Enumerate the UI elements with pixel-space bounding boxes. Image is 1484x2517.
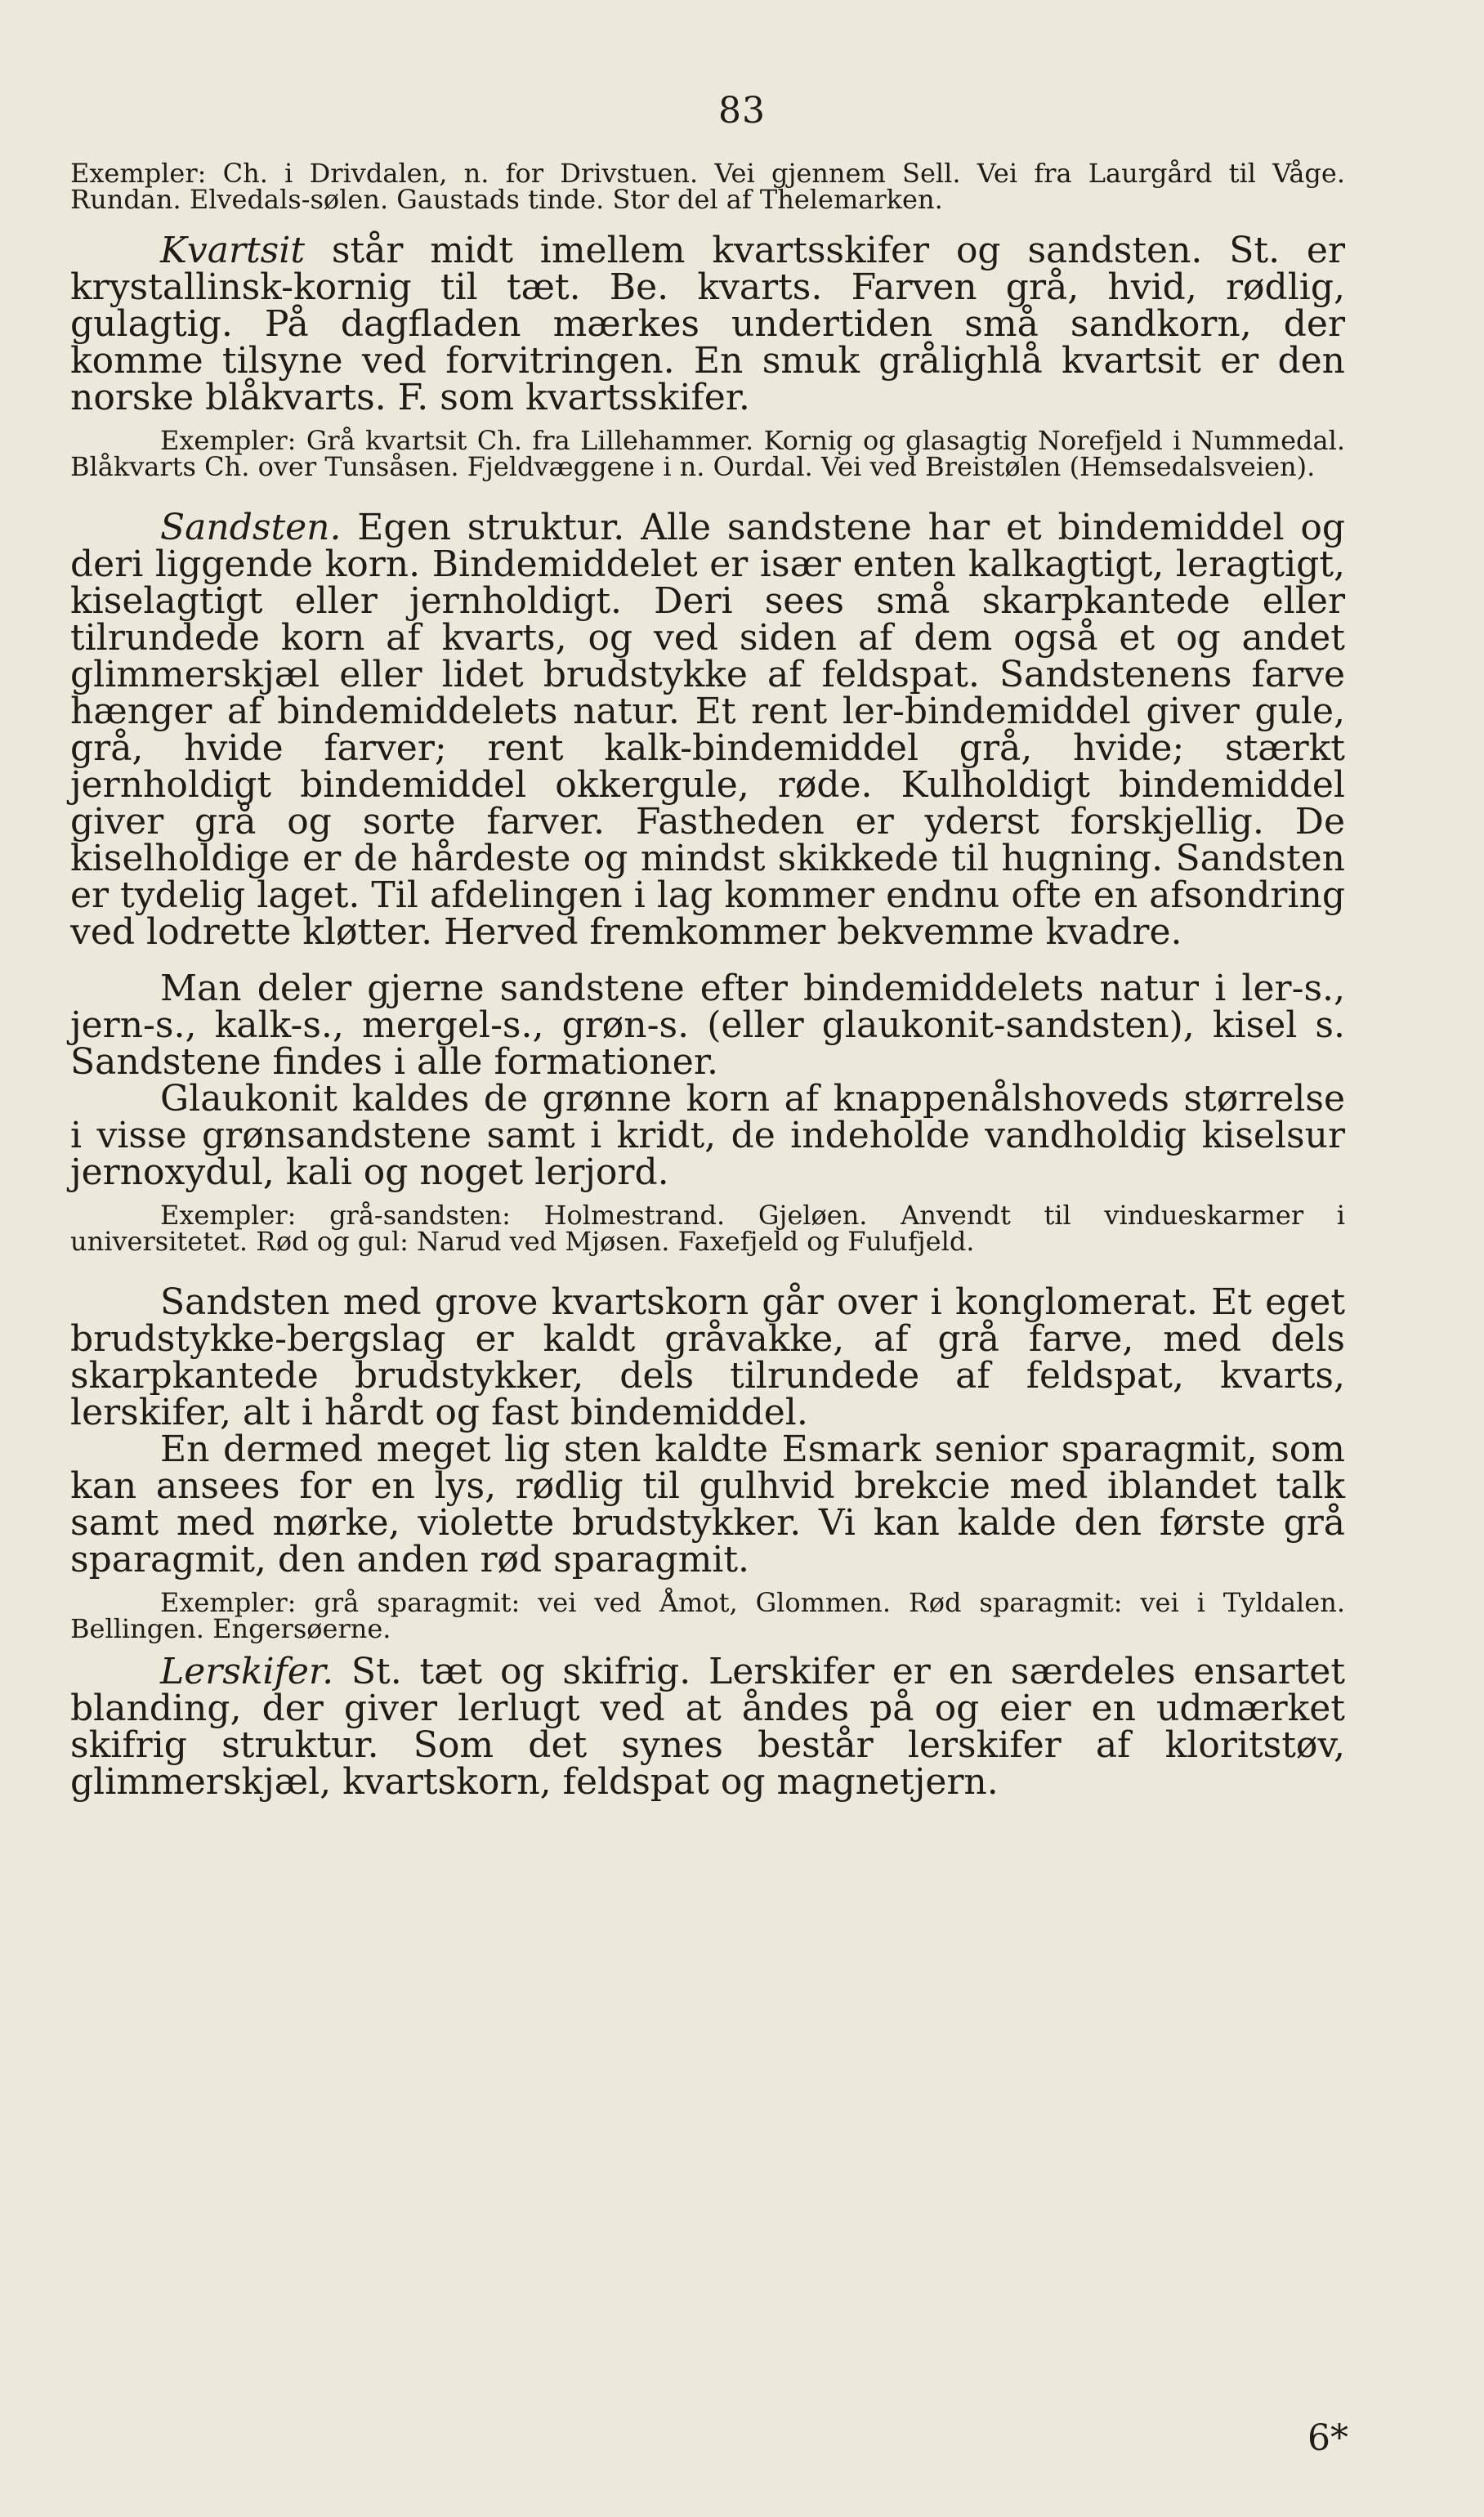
exempler-3-text: Exempler: grå-sandsten: Holmestrand. Gjeløen. Anvendt til vindueskarmer i universitetet. Rød og gul: Narud ved Mjøsen. Faxefjeld og Fulufjeld. bbox=[70, 1200, 1345, 1257]
kvartsit-text: står midt imellem kvartsskifer og sandsten. St. er krystallinsk-kornig til tæt. Be. kvarts. Farven grå, hvid, rødlig, gulagtig. På dagfladen mærkes undertiden små sandkorn, der komme tilsyne ved forvitringen. En smuk grålighlå kvartsit er den norske blåkvarts. F. som kvartsskifer. bbox=[70, 230, 1345, 418]
paragraph-kvartsit bbox=[70, 232, 1345, 416]
paragraph-exempler-4 bbox=[70, 1589, 1345, 1642]
exempler-4-text: Exempler: grå sparagmit: vei ved Åmot, Glommen. Rød sparagmit: vei i Tyldalen. Bellingen. Engersøerne. bbox=[70, 1587, 1345, 1644]
sparagmit-text: En dermed meget lig sten kaldte Esmark senior sparagmit, som kan ansees for en lys, rødlig til gulhvid brekcie med iblandet talk samt med mørke, violette brudstykker. Vi kan kalde den første grå sparagmit, den anden rød sparagmit. bbox=[70, 1428, 1345, 1580]
paragraph-sandsten bbox=[70, 507, 1345, 953]
paragraph-man-deler bbox=[70, 968, 1345, 1083]
page-number: 83 bbox=[718, 90, 766, 132]
paragraph-exempler-1 bbox=[70, 158, 1345, 215]
paragraph-exempler-3 bbox=[70, 1200, 1345, 1257]
lerskifer-text: St. tæt og skifrig. Lerskifer er en særdeles ensartet blanding, der giver lerlugt ved at åndes på og eier en udmærket skifrig struktur. Som det synes består lerskifer af kloritstøv, glimmerskjæl, kvartskorn, feldspat og magnetjern. bbox=[70, 1651, 1345, 1803]
exempler-1-text: Exempler: Ch. i Drivdalen, n. for Drivstuen. Vei gjennem Sell. Vei fra Laurgård til Våge. Rundan. Elvedals-sølen. Gaustads tinde. Stor del af Thelemarken. bbox=[70, 158, 1345, 215]
lerskifer-heading: Lerskifer. bbox=[160, 1651, 334, 1692]
paragraph-lerskifer bbox=[70, 1651, 1345, 1803]
sandsten-text: Egen struktur. Alle sandstene har et bindemiddel og deri liggende korn. Bindemiddelet er især enten kalkagtigt, leragtigt, kiselagtigt eller jernholdigt. Deri sees små skarpkantede eller tilrundede korn af kvarts, og ved siden af dem også et og andet glimmerskjæl eller lidet brudstykke af feldspat. Sandstenens farve hænger af bindemiddelets natur. Et rent ler-bindemiddel giver gule, grå, hvide farver; rent kalk-bindemiddel grå, hvide; stærkt jernholdigt bindemiddel okkergule, røde. Kulholdigt bindemiddel giver grå og sorte farver. Fastheden er yderst forskjellig. De kiselholdige er de hårdeste og mindst skikkede til hugning. Sandsten er tydelig laget. Til afdelingen i lag kommer endnu ofte en afsondring ved lodrette kløtter. Herved fremkommer bekvemme kvadre. bbox=[70, 507, 1345, 953]
paragraph-glaukonit bbox=[70, 1080, 1345, 1191]
glaukonit-text: Glaukonit kaldes de grønne korn af knappenålshoveds størrelse i visse grønsandstene samt i kridt, de indeholde vandholdig kiselsur jernoxydul, kali og noget lerjord. bbox=[70, 1078, 1345, 1193]
signature-mark: 6* bbox=[1307, 2417, 1348, 2459]
paragraph-konglomerat bbox=[70, 1281, 1345, 1433]
exempler-2-text: Exempler: Grå kvartsit Ch. fra Lillehammer. Kornig og glasagtig Norefjeld i Nummedal. Blåkvarts Ch. over Tunsåsen. Fjeldvæggene i n. Ourdal. Vei ved Breistølen (Hemsedalsveien). bbox=[70, 425, 1345, 482]
man-deler-text: Man deler gjerne sandstene efter bindemiddelets natur i ler-s., jern-s., kalk-s., mergel-s., grøn-s. (eller glaukonit-sandsten), kisel s. Sandstene findes i alle formationer. bbox=[70, 968, 1345, 1083]
paragraph-exempler-2 bbox=[70, 427, 1345, 480]
sandsten-heading: Sandsten. bbox=[160, 507, 342, 548]
kvartsit-heading: Kvartsit bbox=[160, 230, 306, 271]
page-text bbox=[70, 158, 1345, 1803]
paragraph-sparagmit bbox=[70, 1428, 1345, 1580]
konglomerat-text: Sandsten med grove kvartskorn går over i konglomerat. Et eget brudstykke-bergslag er kaldt gråvakke, af grå farve, med dels skarpkantede brudstykker, dels tilrundede af feldspat, kvarts, lerskifer, alt i hårdt og fast bindemiddel. bbox=[70, 1281, 1345, 1433]
